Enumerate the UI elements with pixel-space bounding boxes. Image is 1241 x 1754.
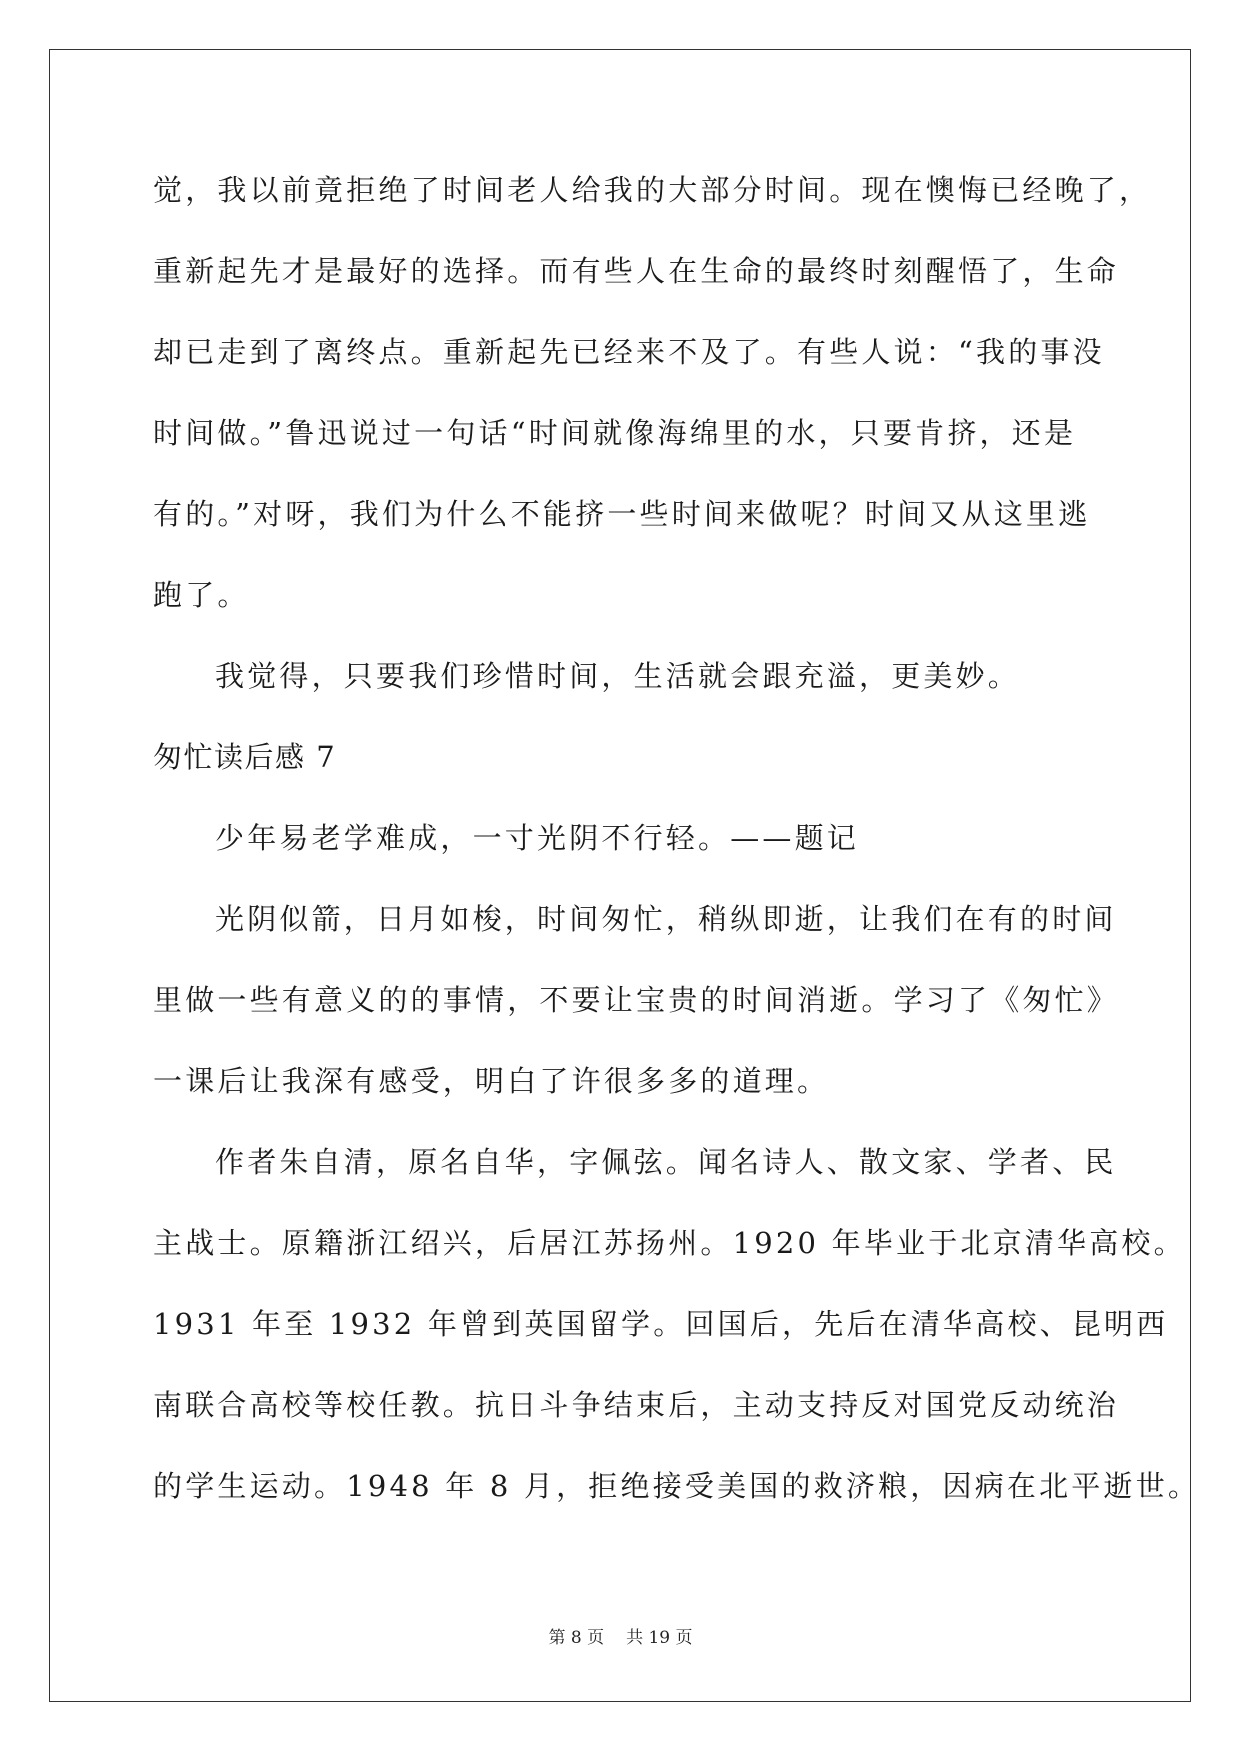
epigraph-line: 少年易老学难成，一寸光阴不行轻。——题记: [215, 821, 860, 855]
paragraph-line: 里做一些有意义的的事情，不要让宝贵的时间消逝。学习了《匆忙》: [153, 983, 1120, 1017]
paragraph-line: 1931 年至 1932 年曾到英国留学。回国后，先后在清华高校、昆明西: [153, 1307, 1169, 1341]
paragraph-line: 作者朱自清，原名自华，字佩弦。闻名诗人、散文家、学者、民: [215, 1145, 1117, 1179]
paragraph-line: 跑了。: [153, 578, 250, 612]
paragraph-line: 却已走到了离终点。重新起先已经来不及了。有些人说：“我的事没: [153, 335, 1105, 369]
paragraph-line: 时间做。”鲁迅说过一句话“时间就像海绵里的水，只要肯挤，还是: [153, 416, 1077, 450]
paragraph-line: 主战士。原籍浙江绍兴，后居江苏扬州。1920 年毕业于北京清华高校。: [153, 1226, 1186, 1260]
paragraph-line: 光阴似箭，日月如梭，时间匆忙，稍纵即逝，让我们在有的时间: [215, 902, 1117, 936]
paragraph-line: 重新起先才是最好的选择。而有些人在生命的最终时刻醒悟了，生命: [153, 254, 1120, 288]
current-page-number: 第 8 页: [548, 1628, 605, 1648]
paragraph-line: 的学生运动。1948 年 8 月，拒绝接受美国的救济粮，因病在北平逝世。: [153, 1469, 1201, 1503]
page-footer: [0, 1623, 1241, 1648]
total-pages: 共 19 页: [626, 1628, 693, 1648]
paragraph-line: 一课后让我深有感受，明白了许很多多的道理。: [153, 1064, 830, 1098]
document-body: [153, 150, 1201, 1527]
paragraph-line: 我觉得，只要我们珍惜时间，生活就会跟充溢，更美妙。: [215, 659, 1021, 693]
section-heading: 匆忙读后感 7: [153, 740, 337, 774]
paragraph-line: 南联合高校等校任教。抗日斗争结束后，主动支持反对国党反动统治: [153, 1388, 1120, 1422]
paragraph-line: 有的。”对呀，我们为什么不能挤一些时间来做呢？时间又从这里逃: [153, 497, 1091, 531]
paragraph-line: 觉，我以前竟拒绝了时间老人给我的大部分时间。现在懊悔已经晚了，: [153, 173, 1152, 207]
